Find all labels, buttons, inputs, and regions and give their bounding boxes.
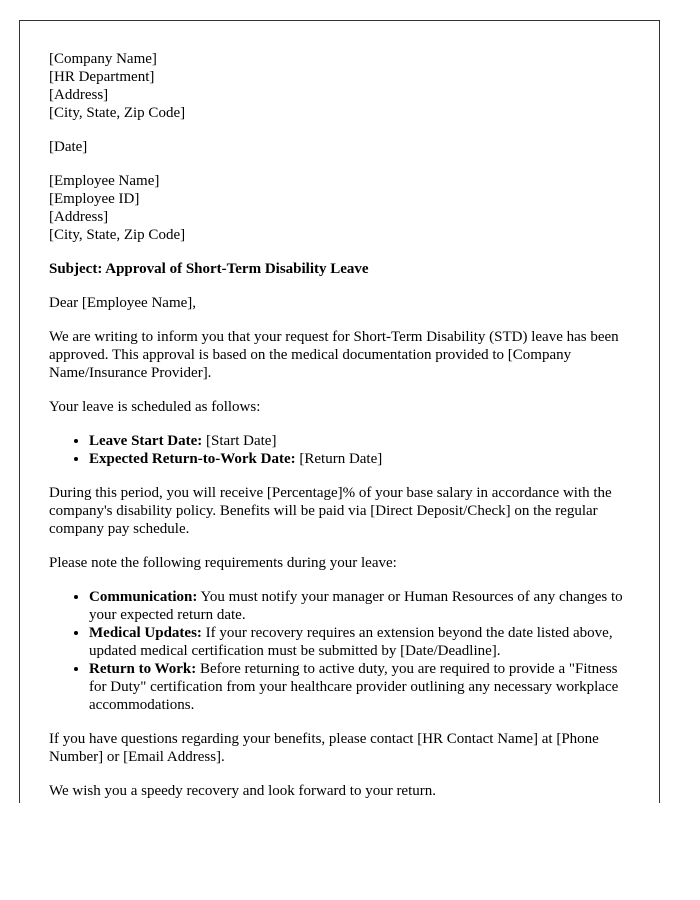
schedule-value: [Start Date] xyxy=(202,433,277,449)
recipient-city-state-zip: [City, State, Zip Code] xyxy=(49,227,186,243)
recipient-name: [Employee Name] xyxy=(49,173,160,189)
recipient-address-block xyxy=(49,172,634,244)
benefits-paragraph: During this period, you will receive [Percentage]% of your base salary in accordance with the company's disability policy. Benefits will be paid via [Direct Deposit/Check] on the regular company pay schedule. xyxy=(49,485,612,537)
sender-address: [Address] xyxy=(49,87,109,103)
schedule-list xyxy=(49,432,634,468)
requirement-value: You must notify your manager or Human Resources of any changes to your expected return date. xyxy=(89,589,623,623)
requirement-term: Communication: xyxy=(89,589,198,605)
requirement-term: Return to Work: xyxy=(89,661,197,677)
requirements-intro: Please note the following requirements during your leave: xyxy=(49,555,397,571)
requirement-value: Before returning to active duty, you are required to provide a "Fitness for Duty" certification from your healthcare provider outlining any necessary workplace accommodations. xyxy=(89,661,619,713)
recipient-address: [Address] xyxy=(49,209,109,225)
sender-department: [HR Department] xyxy=(49,69,155,85)
schedule-value: [Return Date] xyxy=(295,451,383,467)
intro-paragraph: We are writing to inform you that your request for Short-Term Disability (STD) leave has been approved. This approval is based on the medical documentation provided to [Company Name/Insurance Provider]. xyxy=(49,329,619,381)
requirements-list xyxy=(49,588,634,714)
sender-company: [Company Name] xyxy=(49,51,157,67)
list-item xyxy=(89,450,634,468)
schedule-term: Leave Start Date: xyxy=(89,433,203,449)
subject-line: Subject: Approval of Short-Term Disability Leave xyxy=(49,261,369,277)
letter-content xyxy=(49,50,634,803)
sender-city-state-zip: [City, State, Zip Code] xyxy=(49,105,186,121)
recipient-id: [Employee ID] xyxy=(49,191,140,207)
sender-address-block xyxy=(49,50,634,122)
list-item xyxy=(89,588,634,624)
list-item xyxy=(89,432,634,450)
salutation: Dear [Employee Name], xyxy=(49,295,197,311)
requirement-value: If your recovery requires an extension beyond the date listed above, updated medical certification must be submitted by [Date/Deadline]. xyxy=(89,625,613,659)
requirement-term: Medical Updates: xyxy=(89,625,202,641)
list-item xyxy=(89,660,634,714)
closing-paragraph: We wish you a speedy recovery and look forward to your return. xyxy=(49,783,437,799)
schedule-intro: Your leave is scheduled as follows: xyxy=(49,399,261,415)
letter-date: [Date] xyxy=(49,139,88,155)
contact-paragraph: If you have questions regarding your benefits, please contact [HR Contact Name] at [Phone Number] or [Email Address]. xyxy=(49,731,599,765)
list-item xyxy=(89,624,634,660)
letter-page xyxy=(19,20,660,803)
schedule-term: Expected Return-to-Work Date: xyxy=(89,451,296,467)
